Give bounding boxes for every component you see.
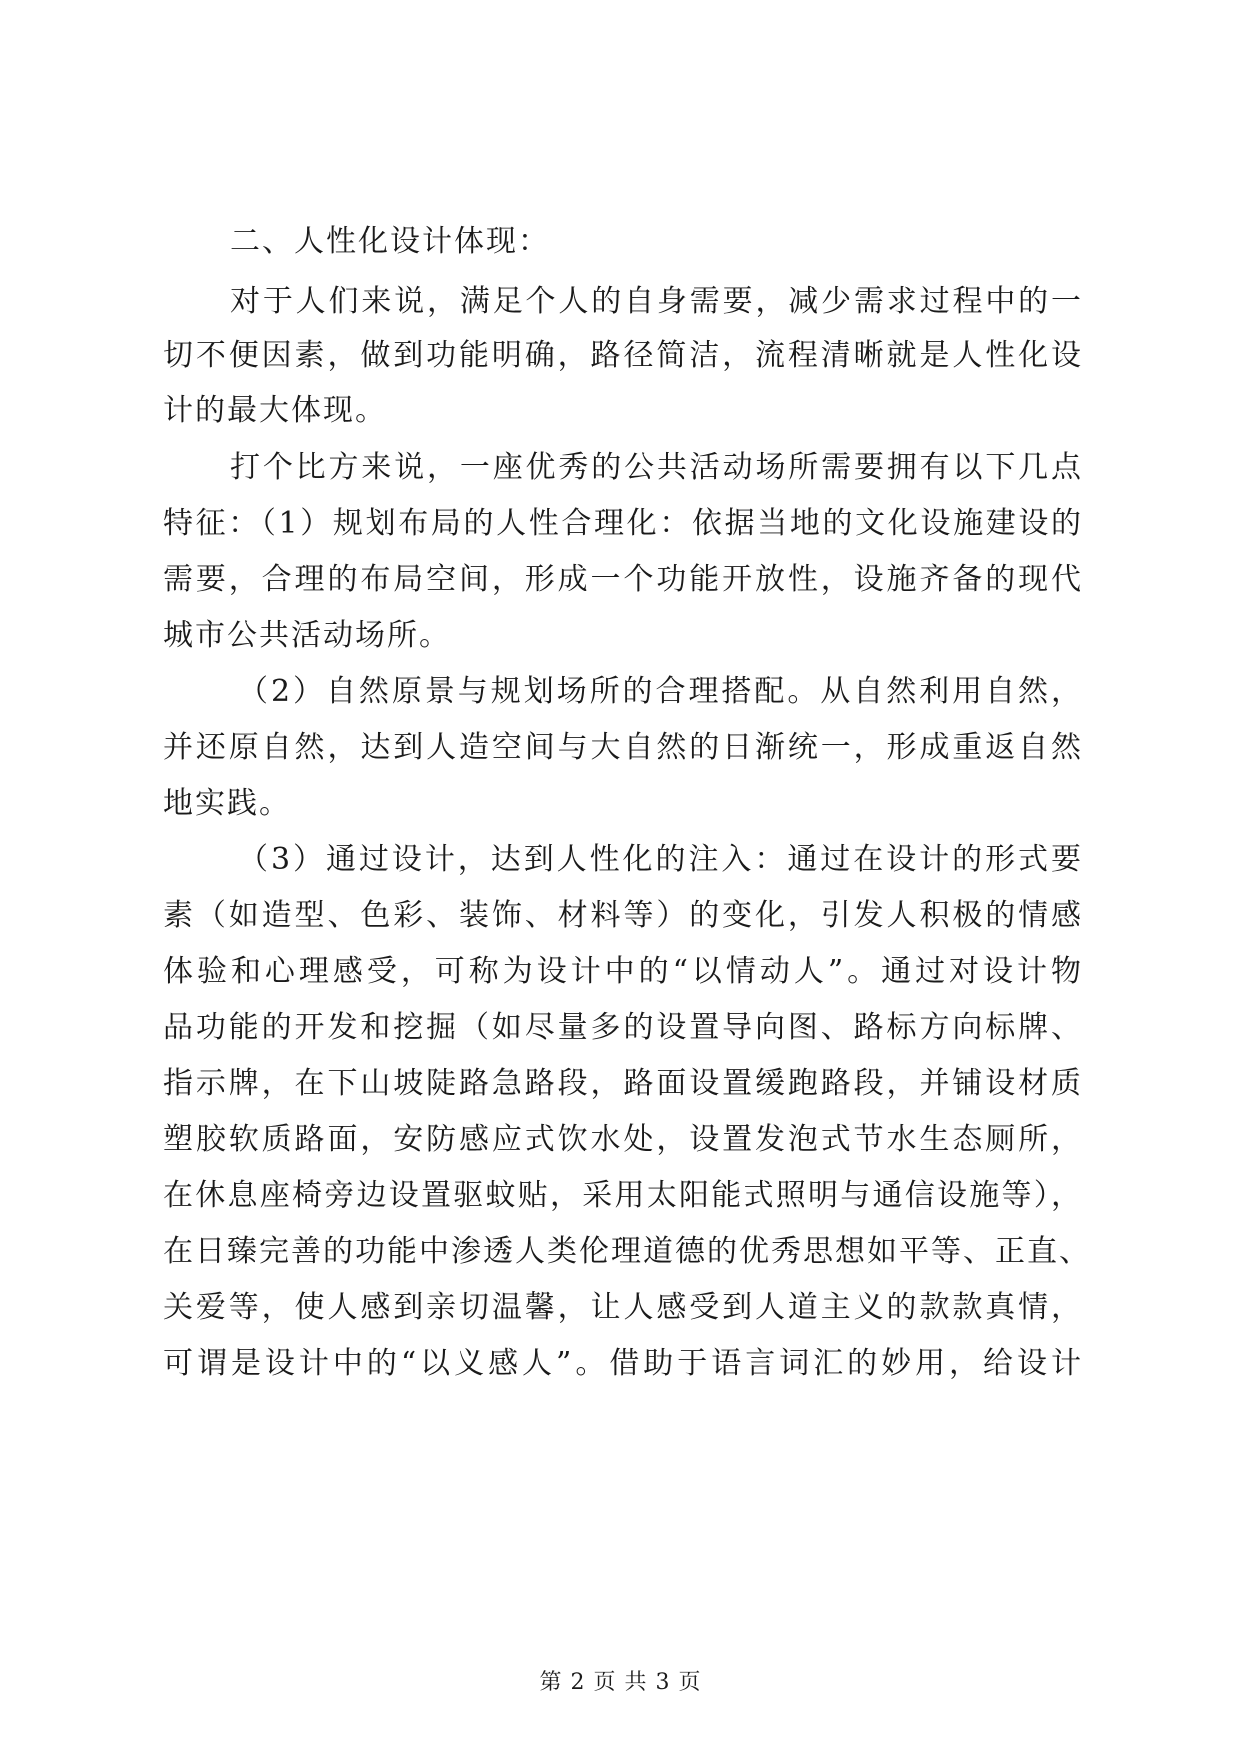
paragraph-line: 可谓是设计中的“以义感人”。借助于语言词汇的妙用，给设计 — [163, 1346, 1083, 1381]
paragraph-line: 塑胶软质路面，安防感应式饮水处，设置发泡式节水生态厕所， — [163, 1122, 1083, 1157]
paragraph-line: 素（如造型、色彩、装饰、材料等）的变化，引发人积极的情感 — [163, 898, 1083, 933]
paragraph-line: 在日臻完善的功能中渗透人类伦理道德的优秀思想如平等、正直、 — [163, 1234, 1091, 1269]
paragraph-line: 并还原自然，达到人造空间与大自然的日渐统一，形成重返自然 — [163, 730, 1083, 765]
paragraph-line: 在休息座椅旁边设置驱蚊贴，采用太阳能式照明与通信设施等）， — [163, 1178, 1083, 1213]
section-heading: 二、人性化设计体现： — [230, 224, 550, 259]
paragraph-line: 打个比方来说，一座优秀的公共活动场所需要拥有以下几点 — [230, 450, 1083, 485]
paragraph-line: 指示牌，在下山坡陡路急路段，路面设置缓跑路段，并铺设材质 — [163, 1066, 1083, 1101]
paragraph-line: 对于人们来说，满足个人的自身需要，减少需求过程中的一 — [230, 284, 1083, 319]
paragraph-line: 特征：（1）规划布局的人性合理化：依据当地的文化设施建设的 — [163, 506, 1083, 541]
paragraph-line: 体验和心理感受，可称为设计中的“以情动人”。通过对设计物 — [163, 954, 1083, 989]
paragraph-line: 关爱等，使人感到亲切温馨，让人感受到人道主义的款款真情， — [163, 1290, 1083, 1325]
paragraph-line: 品功能的开发和挖掘（如尽量多的设置导向图、路标方向标牌、 — [163, 1010, 1083, 1045]
paragraph-line: 地实践。 — [163, 786, 291, 821]
paragraph-line: （3）通过设计，达到人性化的注入：通过在设计的形式要 — [238, 842, 1083, 877]
paragraph-line: 需要，合理的布局空间，形成一个功能开放性，设施齐备的现代 — [163, 562, 1083, 597]
paragraph-line: 切不便因素，做到功能明确，路径简洁，流程清晰就是人性化设 — [163, 338, 1083, 373]
paragraph-line: 城市公共活动场所。 — [163, 618, 451, 653]
paragraph-line: （2）自然原景与规划场所的合理搭配。从自然利用自然， — [238, 674, 1083, 709]
page-number-footer: 第 2 页 共 3 页 — [539, 1670, 702, 1695]
paragraph-line: 计的最大体现。 — [163, 393, 387, 428]
